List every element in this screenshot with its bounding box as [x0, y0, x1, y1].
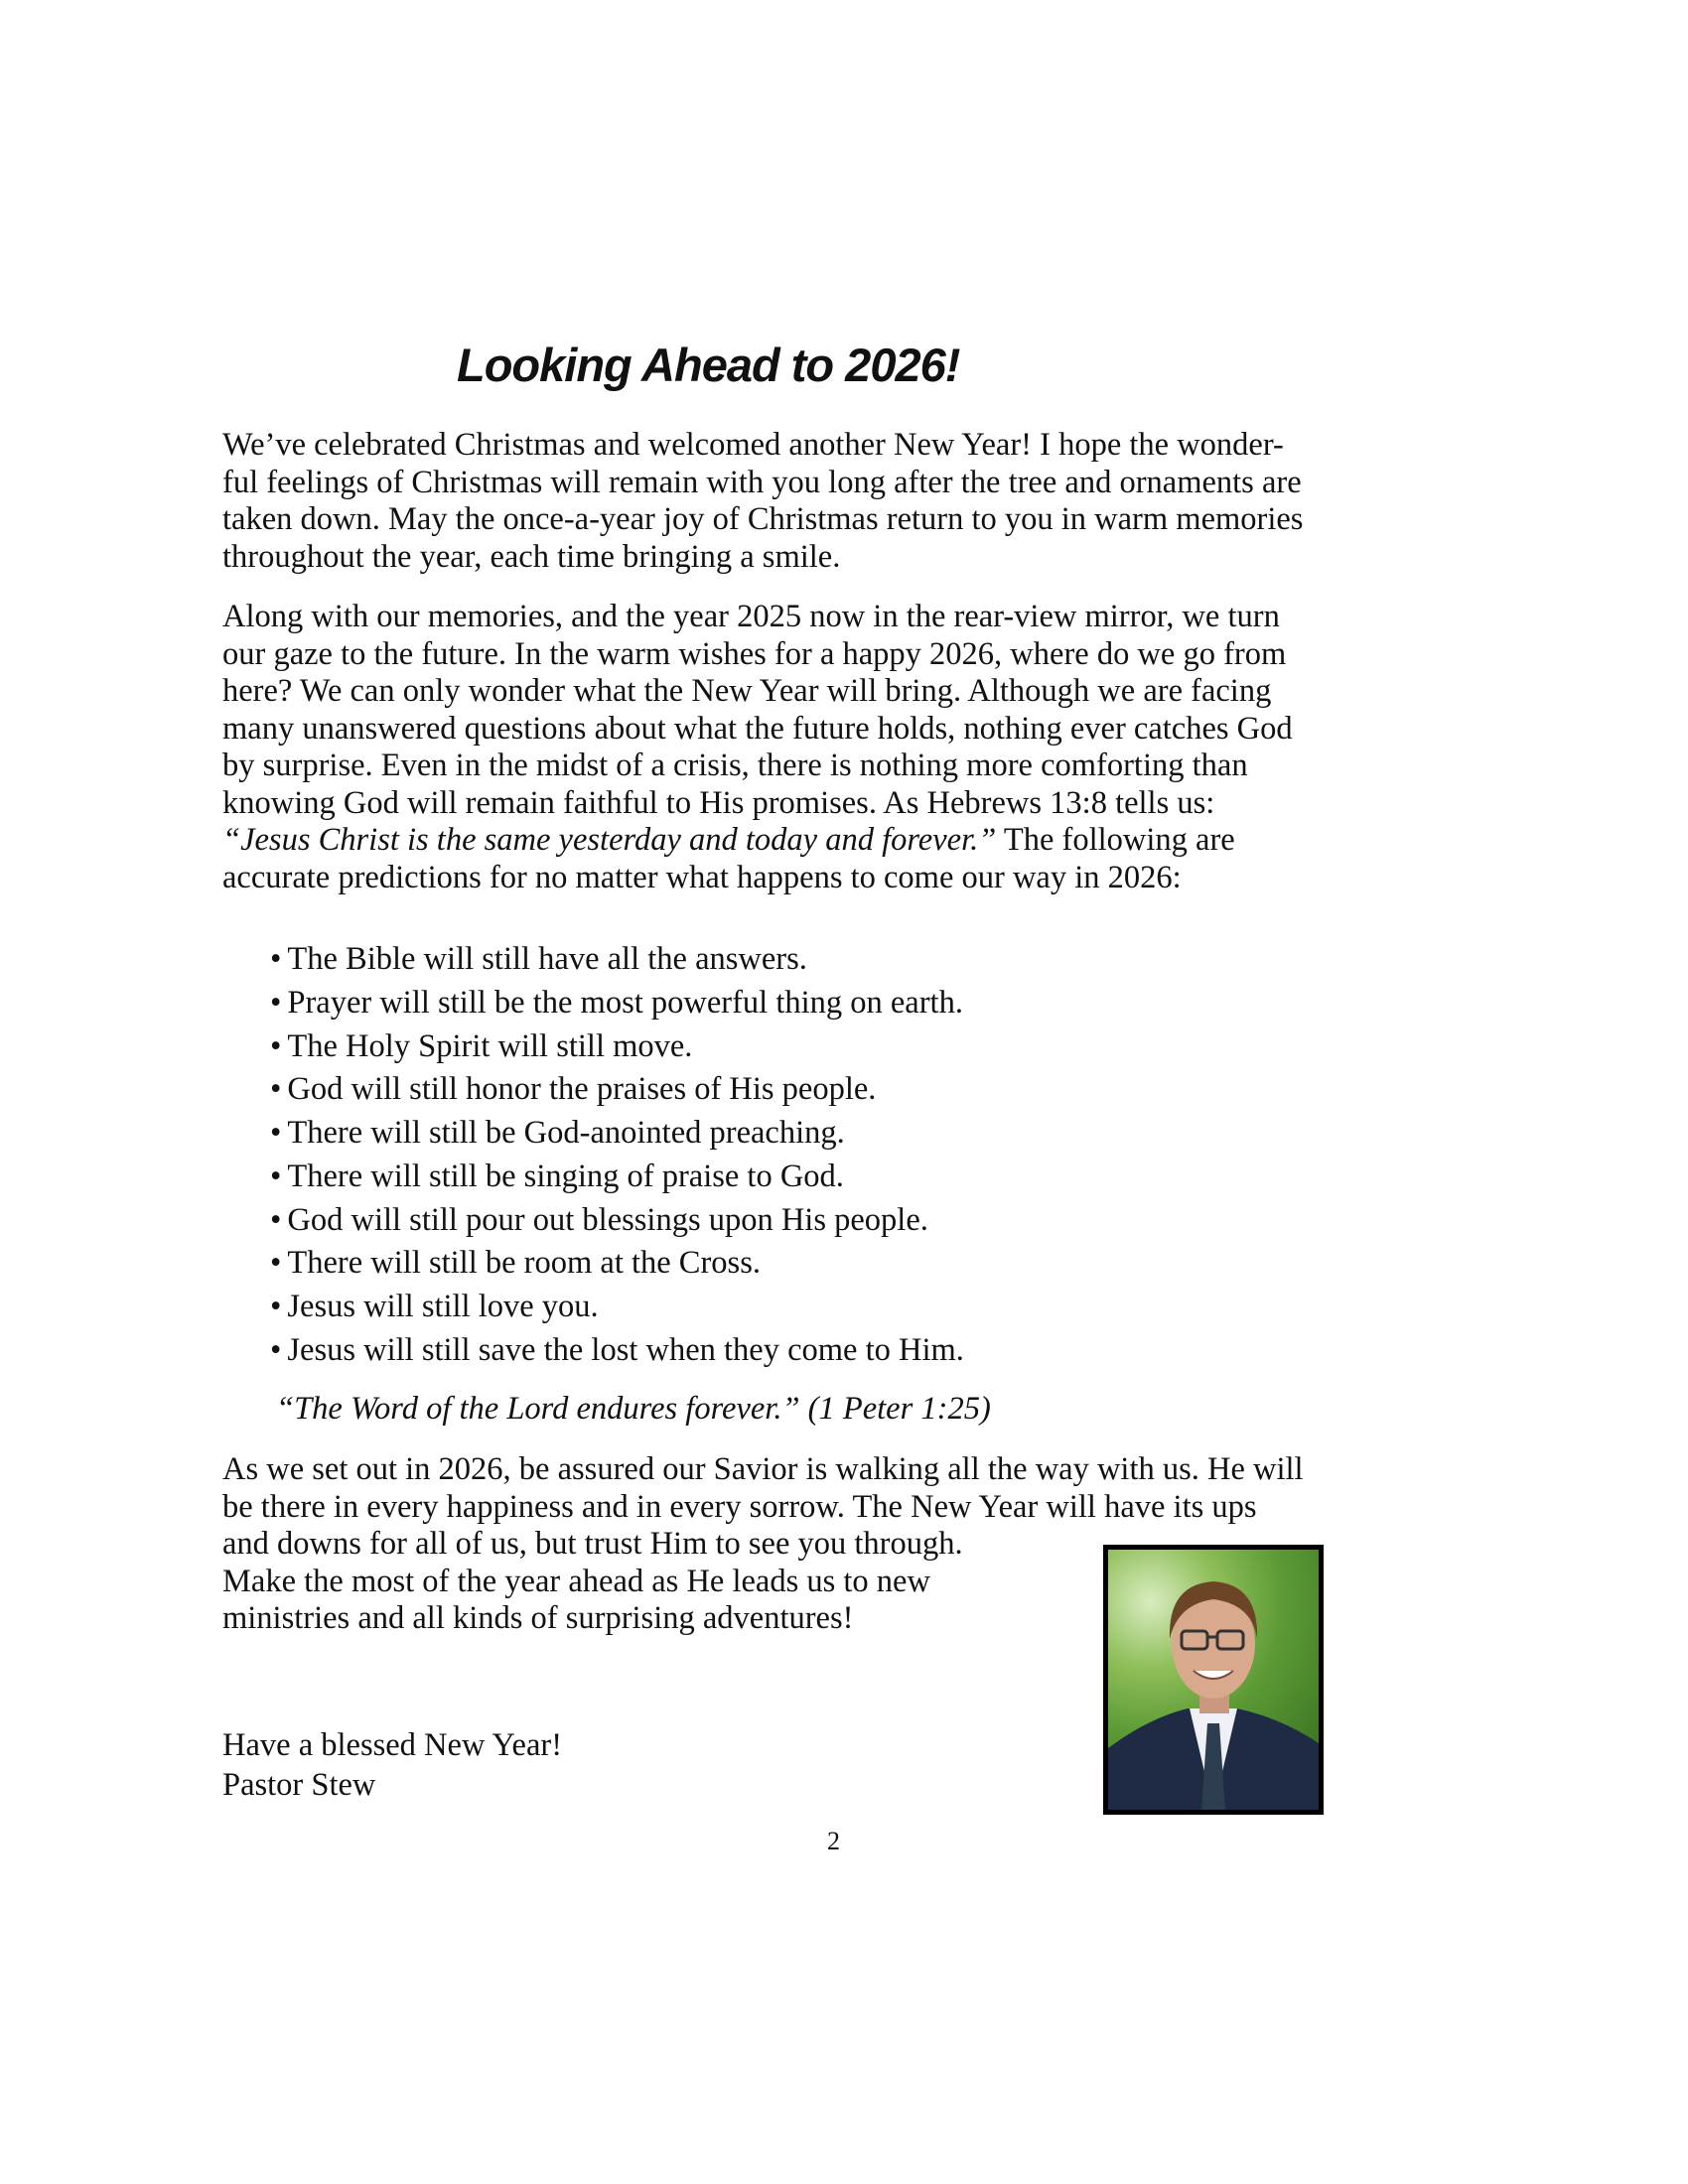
closing-line: Have a blessed New Year!: [222, 1727, 563, 1763]
page-number: 2: [827, 1827, 840, 1855]
signature: Pastor Stew: [222, 1767, 376, 1803]
bullet-item: • There will still be singing of praise to God.: [270, 1160, 844, 1193]
bullet-item: • The Holy Spirit will still move.: [270, 1030, 692, 1063]
paragraph-1-line: throughout the year, each time bringing a smile.: [222, 539, 841, 575]
paragraph-3-line: Make the most of the year ahead as He leads us to new: [222, 1564, 930, 1599]
paragraph-2-line: our gaze to the future. In the warm wishes for a happy 2026, where do we go from: [222, 636, 1287, 672]
paragraph-2-line: knowing God will remain faithful to His promises. As Hebrews 13:8 tells us:: [222, 785, 1215, 821]
paragraph-3-line: ministries and all kinds of surprising adventures!: [222, 1600, 854, 1636]
paragraph-1-line: taken down. May the once-a-year joy of Christmas return to you in warm memories: [222, 501, 1304, 537]
paragraph-3-line: and downs for all of us, but trust Him to see you through.: [222, 1526, 963, 1562]
paragraph-2-line: Along with our memories, and the year 2025 now in the rear-view mirror, we turn: [222, 599, 1280, 634]
paragraph-1-line: ful feelings of Christmas will remain with you long after the tree and ornaments are: [222, 465, 1302, 500]
quote-tail: The following are: [996, 822, 1235, 858]
paragraph-3-line: be there in every happiness and in every sorrow. The New Year will have its ups: [222, 1489, 1257, 1525]
bullet-item: • Jesus will still love you.: [270, 1291, 599, 1323]
paragraph-2-line: accurate predictions for no matter what happens to come our way in 2026:: [222, 860, 1182, 895]
bullet-item: • The Bible will still have all the answers.: [270, 943, 807, 976]
bullet-item: • There will still be room at the Cross.: [270, 1247, 761, 1280]
hebrews-quote: “Jesus Christ is the same yesterday and today and forever.”: [222, 822, 997, 858]
bullet-item: • Jesus will still save the lost when they come to Him.: [270, 1334, 964, 1367]
paragraph-2-quote-line: [222, 824, 1235, 857]
paragraph-2-line: here? We can only wonder what the New Year will bring. Although we are facing: [222, 673, 1272, 709]
bullet-item: • There will still be God-anointed preaching.: [270, 1117, 845, 1150]
paragraph-1-line: We’ve celebrated Christmas and welcomed another New Year! I hope the wonder-: [222, 427, 1284, 463]
pastor-photo: [1103, 1545, 1324, 1815]
paragraph-3-line: As we set out in 2026, be assured our Savior is walking all the way with us. He will: [222, 1451, 1304, 1487]
scripture-quote: “The Word of the Lord endures forever.” (1 Peter 1:25): [276, 1391, 991, 1427]
paragraph-2-line: many unanswered questions about what the future holds, nothing ever catches God: [222, 711, 1293, 747]
bullet-item: • God will still honor the praises of His people.: [270, 1073, 876, 1106]
bullet-item: • Prayer will still be the most powerful thing on earth.: [270, 987, 963, 1020]
bullet-item: • God will still pour out blessings upon His people.: [270, 1204, 928, 1237]
page-title: Looking Ahead to 2026!: [457, 339, 960, 391]
portrait-illustration: [1108, 1550, 1319, 1810]
paragraph-2-line: by surprise. Even in the midst of a crisis, there is nothing more comforting than: [222, 748, 1248, 783]
